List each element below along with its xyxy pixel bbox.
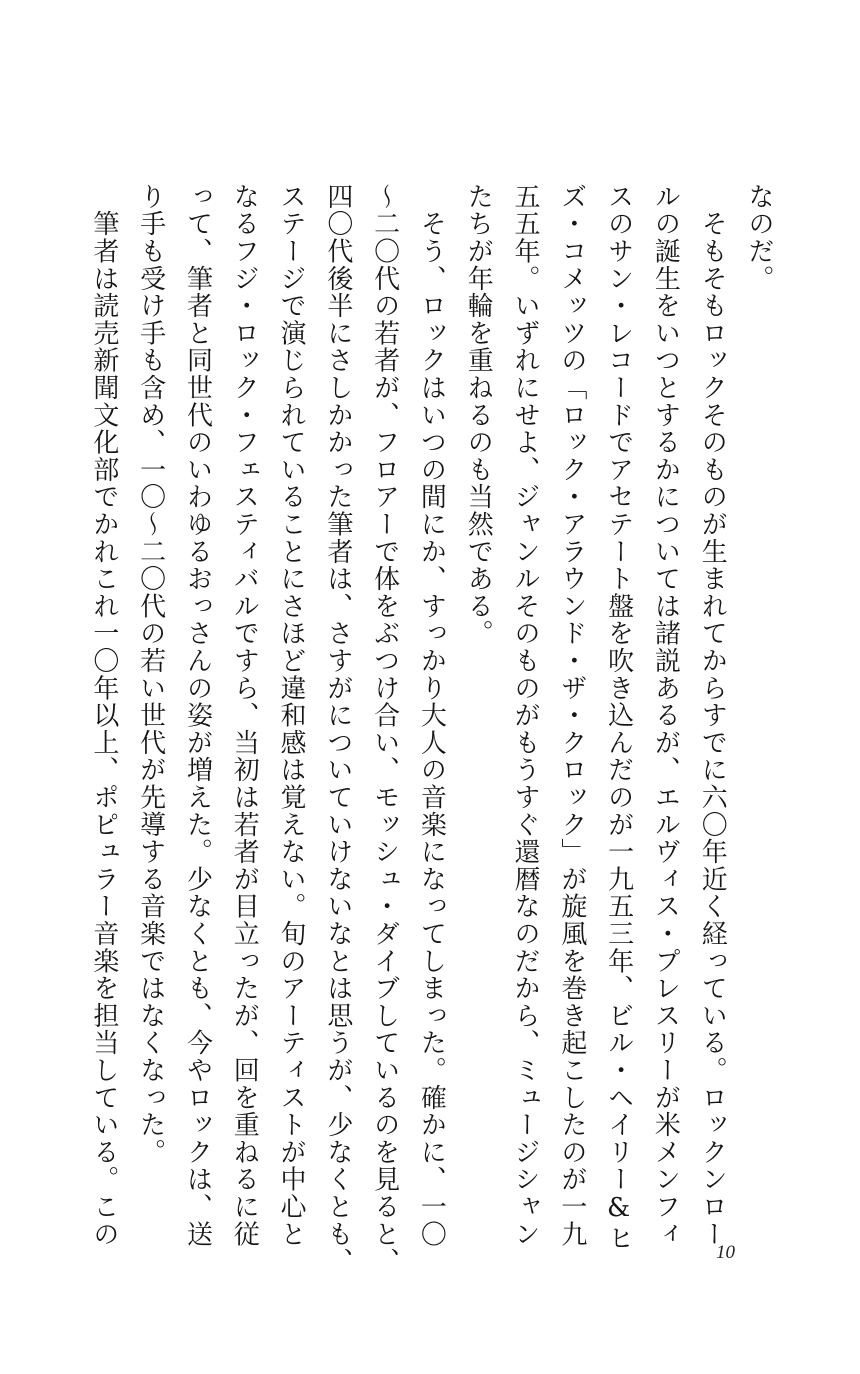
text-line: ステージで演じられていることにさほど違和感は覚えない。旬のアーティストが中心と [276,183,307,1248]
text-line: そもそもロックそのものが生まれてからすでに六〇年近く経っている。ロックンロー [697,183,728,1248]
page-number: 10 [716,1242,735,1263]
text-line: なのだ。 [744,183,774,293]
text-line: ルの誕生をいつとするかについては諸説あるが、エルヴィス・プレスリーが米メンフィ [650,183,681,1248]
text-line: り手も受け手も含め、一〇〜二〇代の若い世代が先導する音楽ではなくなった。 [135,183,166,1166]
text-line: スのサン・レコードでアセテート盤を吹き込んだのが一九五三年、ビル・ヘイリー&ヒ [603,183,634,1252]
text-line: 五五年。いずれにせよ、ジャンルそのものがもうすぐ還暦なのだから、ミュージシャン [510,183,541,1248]
text-line: ズ・コメッツの「ロック・アラウンド・ザ・クロック」が旋風を巻き起こしたのが一九 [556,183,587,1248]
text-line: たちが年輪を重ねるのも当然である。 [463,183,494,648]
text-line: 四〇代後半にさしかかった筆者は、さすがについていけないなとは思うが、少なくとも、 [322,183,353,1275]
text-line: なるフジ・ロック・フェスティバルですら、当初は若者が目立ったが、回を重ねるに従 [229,183,260,1248]
text-line: って、筆者と同世代のいわゆるおっさんの姿が増えた。少なくとも、今やロックは、送 [182,183,213,1248]
text-line: そう、ロックはいつの間にか、すっかり大人の音楽になってしまった。確かに、一〇 [416,183,447,1248]
text-line: 〜二〇代の若者が、フロアーで体をぶつけ合い、モッシュ・ダイブしているのを見ると、 [369,183,400,1275]
text-line: 筆者は読売新聞文化部でかれこれ一〇年以上、ポピュラー音楽を担当している。この [88,183,119,1248]
